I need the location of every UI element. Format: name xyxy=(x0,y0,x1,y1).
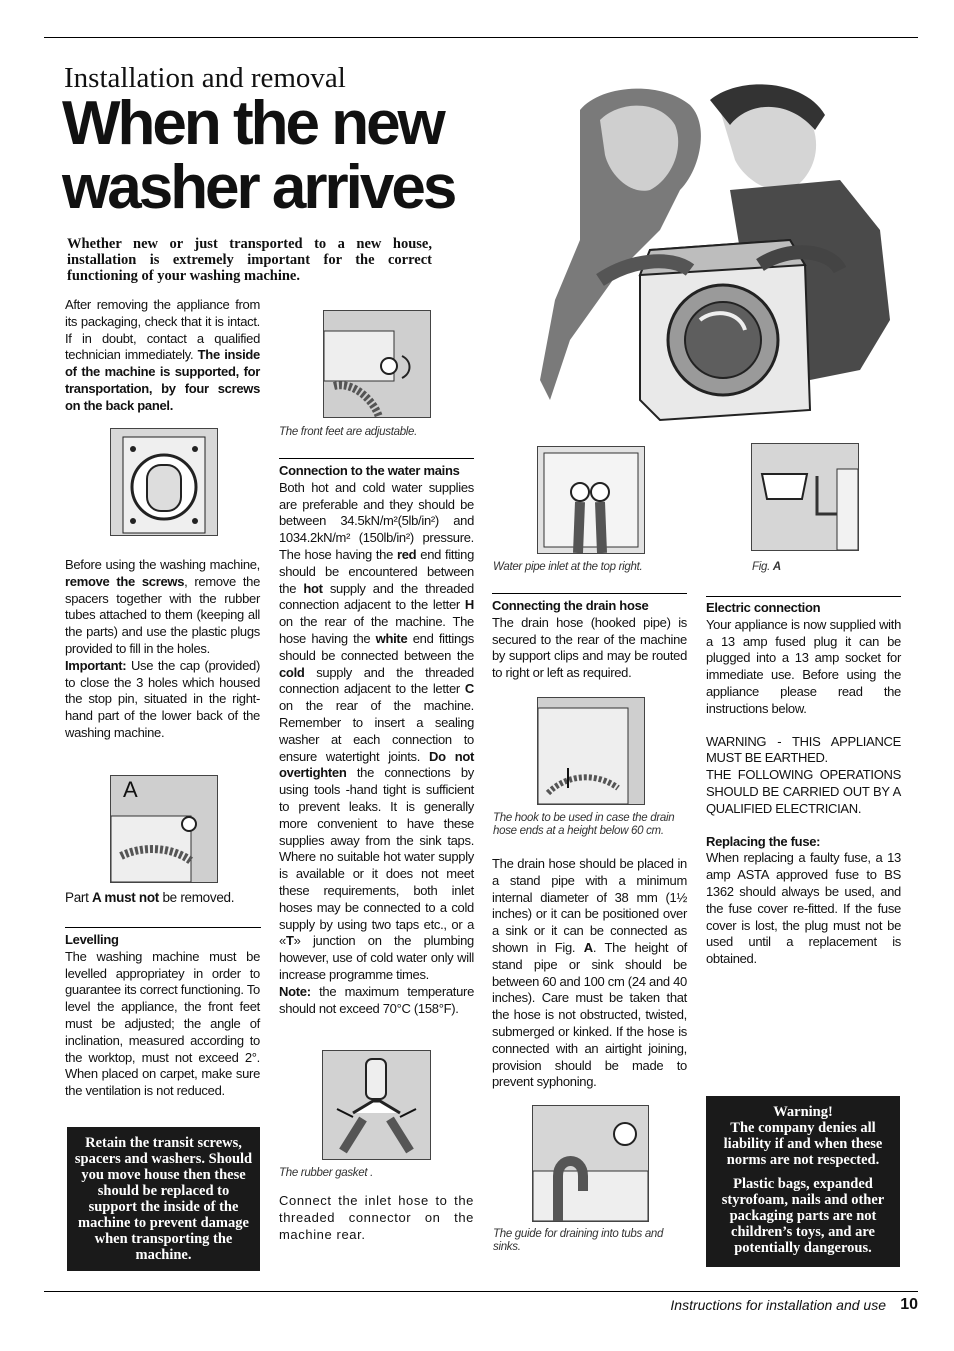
figure-back-panel-screws xyxy=(110,428,218,536)
electrician-warning: THE FOLLOWING OPERATIONS SHOULD BE CARRIED OUT BY A QUALIFIED ELECTRICIAN. xyxy=(706,767,901,816)
water-do-not: Do not overtighten xyxy=(279,748,475,781)
electric-text: Your appliance is now supplied with a 13 amp fused plug it can be plugged into a 13 amp socket for immediate use. Before using the appliance please read the instructions below. xyxy=(706,616,901,716)
water-mains-section xyxy=(279,463,474,1017)
water-letter-t: T xyxy=(285,933,294,949)
figure-front-feet xyxy=(323,310,431,418)
col1-p2-bold: remove the screws xyxy=(65,573,185,589)
drain-guide-drawing xyxy=(533,1106,648,1221)
water-letter-c: C xyxy=(464,681,474,697)
col4-electric-rule xyxy=(706,596,901,597)
top-rule xyxy=(44,37,918,38)
drain-hook-drawing xyxy=(538,698,644,804)
caption-drain-guide: The guide for draining into tubs and sinks. xyxy=(493,1228,664,1253)
col1-p2-text: Before using the washing machine, xyxy=(65,557,260,572)
note-text: the maximum temperature should not exceed 70°C (158°F). xyxy=(279,983,474,1016)
figure-a-sink xyxy=(751,443,859,551)
page-number: 10 xyxy=(900,1296,918,1313)
note-label: Note: xyxy=(279,983,311,999)
water-text-2: end fitting should be encountered between the xyxy=(279,546,474,596)
water-text-9: » junction on the plumbing however, use of cold water only will increase programme times. xyxy=(279,933,474,982)
front-feet-drawing xyxy=(324,311,430,417)
caption-fig-a xyxy=(752,561,852,574)
drain-text-c: . The height of stand pipe or sink should be between 60 and 100 cm (24 and 40 inches). Care must be taken that the hose is not obstructed, twisted, submerged or kinked. If the hose is connected with an airtight joining, provision should be made to prevent syphoning. xyxy=(492,939,687,1090)
water-red: red xyxy=(396,546,417,562)
water-text-1: Both hot and cold water supplies are preferable and they should be between 34.5kN/m²(5lb/in²) and 1034.2kN/m² (150lb/in²) pressure. The hose having the xyxy=(279,479,474,562)
water-hot: hot xyxy=(303,580,323,596)
rubber-gasket-drawing xyxy=(323,1051,430,1159)
caption-water-inlet: Water pipe inlet at the top right. xyxy=(493,561,643,573)
electric-section xyxy=(706,600,901,968)
figure-part-a xyxy=(110,775,218,883)
drain-fig-a: A xyxy=(583,939,593,955)
caption-rubber-gasket: The rubber gasket . xyxy=(279,1167,374,1179)
caption-fig-a-letter: A xyxy=(772,561,781,573)
part-a-text-2: be removed. xyxy=(159,890,235,905)
col1-levelling-rule xyxy=(65,927,261,928)
bottom-rule xyxy=(44,1291,918,1292)
part-a-text: Part xyxy=(65,890,93,905)
drain-standpipe-text xyxy=(492,856,687,1091)
figure-letter-a: A xyxy=(123,777,138,802)
water-text-3: supply and the threaded connection adjacent to the letter xyxy=(279,580,474,613)
col3-drain-rule xyxy=(492,593,687,594)
water-text-5: end fittings should be connected between the xyxy=(279,630,475,663)
water-cold: cold xyxy=(279,664,305,680)
caption-fig-a-text: Fig. xyxy=(752,561,773,573)
title-line-2: washer arrives xyxy=(62,153,455,222)
caption-front-feet: The front feet are adjustable. xyxy=(279,426,418,438)
transit-screws-box: Retain the transit screws, spacers and washers. Should you move house then these should be replaced to support the inside of the machine to prevent damage when transporting the machine. xyxy=(67,1127,260,1271)
col1-intro-paragraph xyxy=(65,297,260,415)
col1-remove-screws-paragraph xyxy=(65,557,260,742)
water-inlet-drawing xyxy=(538,447,644,553)
col2-water-rule xyxy=(279,458,474,459)
liability-warning-box xyxy=(706,1096,900,1267)
part-a-bold: A must not xyxy=(92,890,160,905)
important-text: Use the cap (provided) to close the 3 holes which housed the stop pin, situated in the right-hand part of the lower back of the washing machine. xyxy=(65,657,260,740)
col1-p2-text-2: , remove the spacers together with the rubber tubes attached to them (keeping all the parts) and use the plastic plugs provided to fill in the holes. xyxy=(65,573,260,656)
drain-hose-section xyxy=(492,598,687,682)
figure-drain-hook xyxy=(537,697,645,805)
fuse-text: When replacing a faulty fuse, a 13 amp ASTA approved fuse to BS 1362 should always be used, and the fuse cover re-fitted. If the fuse cover is lost, the plug must not be used until a replacement is obtained. xyxy=(706,850,901,967)
water-text-7: on the rear of the machine. Remember to insert a sealing washer at each connection to ensure watertight joints. xyxy=(279,698,474,764)
water-text-8: the connections by using tools -hand tight is sufficient to prevent leaks. It is generally more convenient to have these supplies away from the sink taps. Where no suitable hot water supply is available or it does not meet these requirements, both inlet hoses may be connected to a cold supply by using two taps etc., or a « xyxy=(279,765,474,949)
intro-text: Whether new or just transported to a new house, installation is extremely important for the correct functioning of your washing machine. xyxy=(67,236,432,284)
levelling-text: The washing machine must be levelled appropriatey in order to guarantee its correct functioning. To level the appliance, the front feet must be adjusted; the angle of inclination, measured according to the worktop, must not exceed 2°. When placed on carpet, make sure the ventilation is not reduced. xyxy=(65,948,260,1099)
part-a-note xyxy=(65,890,265,907)
couple-with-washer-illustration xyxy=(540,80,920,425)
back-panel-drawing xyxy=(111,429,217,535)
connect-inlet-text: Connect the inlet hose to the threaded connector on the machine rear. xyxy=(279,1193,474,1242)
figure-drain-guide xyxy=(532,1105,649,1222)
section-label: Installation and removal xyxy=(64,62,346,94)
fuse-heading: Replacing the fuse: xyxy=(706,833,821,849)
levelling-heading: Levelling xyxy=(65,932,119,947)
caption-drain-hook: The hook to be used in case the drain hose ends at a height below 60 cm. xyxy=(493,812,675,837)
warning-packaging-text: Plastic bags, expanded styrofoam, nails and other packaging parts are not children’s toys, and are potentially dangerous. xyxy=(721,1176,885,1256)
drain-hose-heading: Connecting the drain hose xyxy=(492,598,649,613)
water-letter-h: H xyxy=(464,597,474,613)
figure-rubber-gasket xyxy=(322,1050,431,1160)
earthed-warning: WARNING - THIS APPLIANCE MUST BE EARTHED. xyxy=(706,733,901,766)
warning-liability-text: The company denies all liability if and when these norms are not respected. xyxy=(723,1120,883,1168)
col1-p1-bold: The inside of the machine is supported, for transportation, by four screws on the back panel. xyxy=(65,347,260,413)
important-label: Important: xyxy=(65,657,127,673)
water-text-6: supply and the threaded connection adjacent to the letter xyxy=(279,664,474,697)
footer-text: Instructions for installation and use xyxy=(670,1297,886,1313)
page-title xyxy=(62,89,542,222)
levelling-section xyxy=(65,932,260,1100)
sink-drawing xyxy=(752,444,858,550)
warning-title: Warning! xyxy=(773,1104,833,1120)
electric-heading: Electric connection xyxy=(706,600,821,615)
drain-text-a: The drain hose should be placed in a stand pipe with a minimum internal diameter of 38 mm (1½ inches) or it can be positioned over a sink or it can be connected as shown in Fig. xyxy=(492,856,687,955)
water-white: white xyxy=(375,630,408,646)
figure-water-inlet xyxy=(537,446,645,554)
title-line-1: When the new xyxy=(62,89,443,158)
water-text-4: on the rear of the machine. The hose having the xyxy=(279,614,474,646)
col1-p1-text: After removing the appliance from its packaging, check that it is intact. If in doubt, contact a qualified technician immediately. xyxy=(65,297,260,363)
drain-hose-text: The drain hose (hooked pipe) is secured to the rear of the machine by support clips and may be routed to right or left as required. xyxy=(492,614,687,681)
water-mains-heading: Connection to the water mains xyxy=(279,463,460,478)
